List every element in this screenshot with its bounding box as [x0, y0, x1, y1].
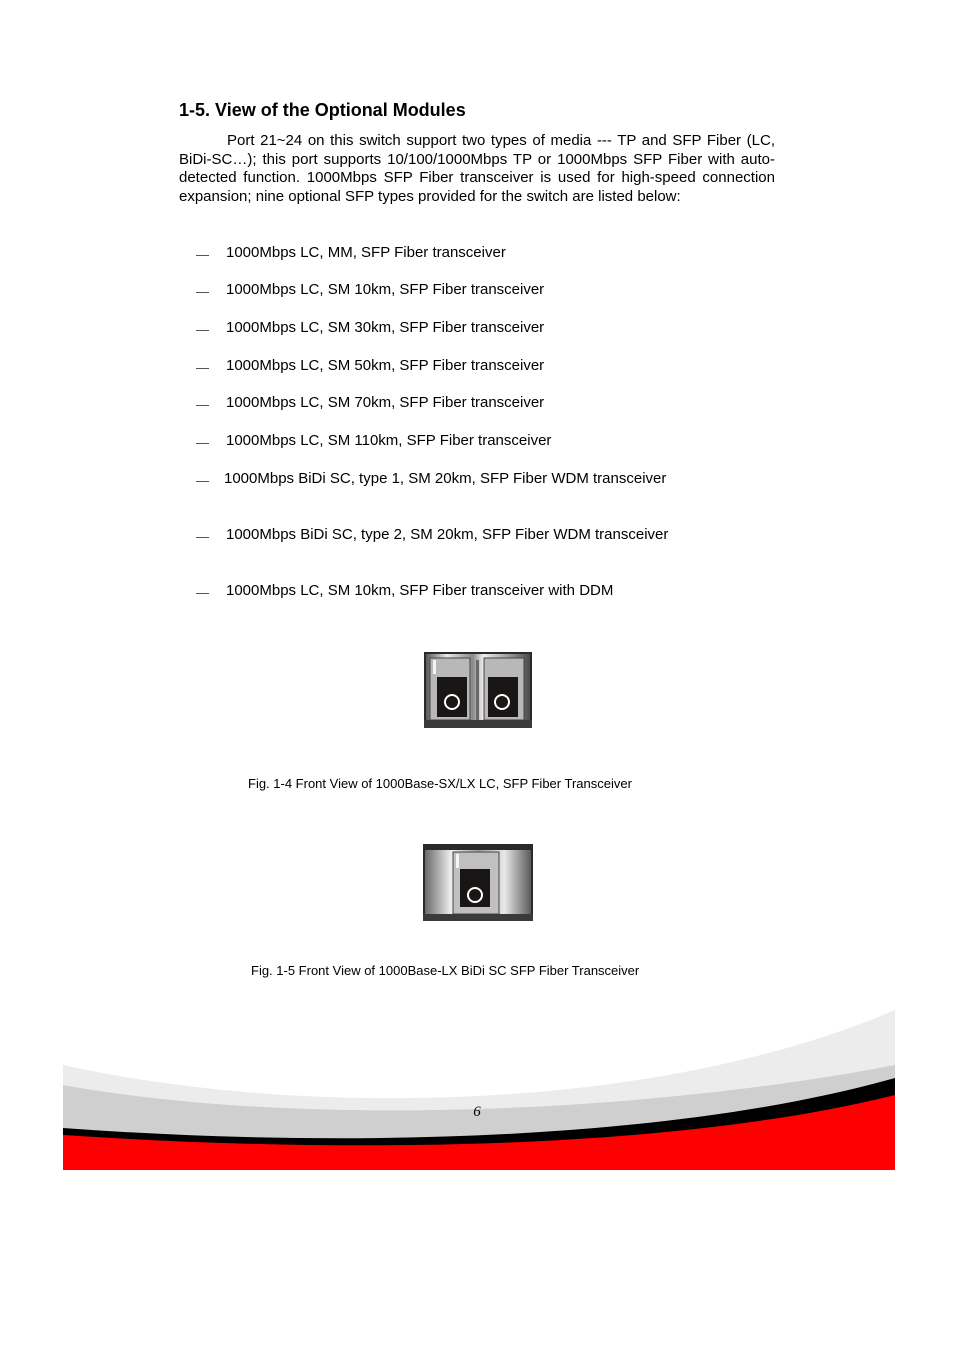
page-number: 6 [473, 1104, 481, 1120]
intro-text: Port 21~24 on this switch support two types of media --- TP and SFP Fiber (LC, BiDi-SC…); this port supports 10/100/1000Mbps TP or 1000Mbps SFP Fiber with auto-detected function. 1000Mbps SFP Fiber transceiver is used for high-speed connection expansion; nine optional SFP types provided for the switch are listed below: [179, 132, 775, 205]
module-label: 1000Mbps LC, MM, SFP Fiber transceiver [226, 244, 506, 261]
bidi-sc-transceiver-image [423, 844, 533, 921]
dash-bullet-icon [196, 405, 209, 406]
list-item [196, 357, 544, 375]
dash-bullet-icon [196, 368, 209, 369]
list-item [196, 432, 551, 450]
dash-bullet-icon [196, 330, 209, 331]
list-item [196, 470, 666, 488]
lc-transceiver-image [424, 652, 532, 728]
module-label: 1000Mbps BiDi SC, type 1, SM 20km, SFP Fiber WDM transceiver [224, 470, 667, 487]
intro-paragraph [179, 132, 775, 206]
list-item [196, 319, 544, 337]
module-label: 1000Mbps LC, SM 10km, SFP Fiber transceiver [226, 281, 545, 298]
list-item [196, 244, 506, 262]
dash-bullet-icon [196, 481, 209, 482]
dash-bullet-icon [196, 255, 209, 256]
list-item [196, 281, 544, 299]
module-label: 1000Mbps LC, SM 10km, SFP Fiber transceiver with DDM [226, 582, 614, 599]
dash-bullet-icon [196, 443, 209, 444]
list-item [196, 582, 613, 600]
figure-caption: Fig. 1-5 Front View of 1000Base-LX BiDi SC SFP Fiber Transceiver [251, 963, 640, 978]
module-label: 1000Mbps BiDi SC, type 2, SM 20km, SFP Fiber WDM transceiver [226, 526, 669, 543]
footer-swoosh-graphic [63, 1010, 895, 1170]
list-item [196, 526, 668, 544]
dash-bullet-icon [196, 292, 209, 293]
list-item [196, 394, 544, 412]
module-label: 1000Mbps LC, SM 70km, SFP Fiber transceiver [226, 394, 545, 411]
dash-bullet-icon [196, 593, 209, 594]
module-label: 1000Mbps LC, SM 50km, SFP Fiber transceiver [226, 357, 545, 374]
module-label: 1000Mbps LC, SM 110km, SFP Fiber transceiver [226, 432, 552, 449]
figure-caption: Fig. 1-4 Front View of 1000Base-SX/LX LC, SFP Fiber Transceiver [248, 776, 632, 791]
module-label: 1000Mbps LC, SM 30km, SFP Fiber transceiver [226, 319, 545, 336]
dash-bullet-icon [196, 537, 209, 538]
section-heading: 1-5. View of the Optional Modules [179, 100, 466, 120]
